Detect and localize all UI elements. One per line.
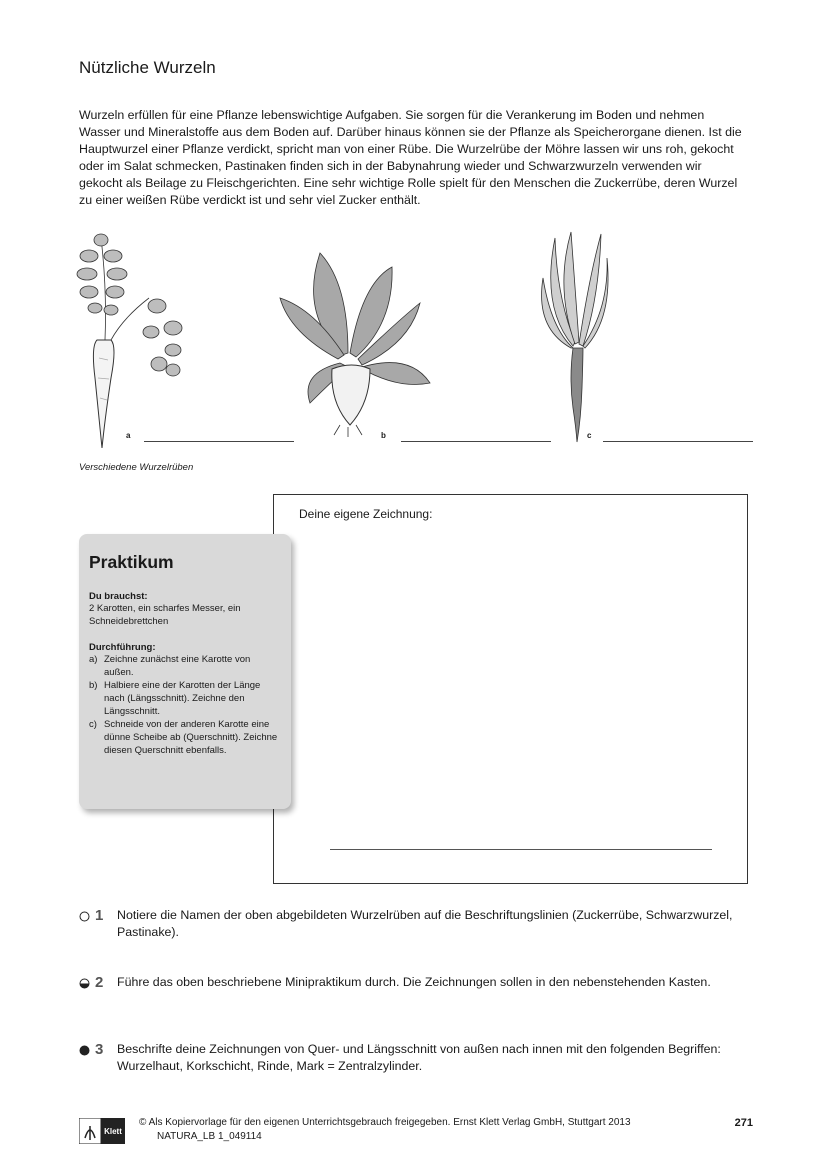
black-salsify-illustration	[535, 228, 615, 446]
procedure-step: a) Zeichne zunächst eine Karotte von außen.	[89, 654, 251, 678]
procedure-steps	[89, 653, 282, 757]
answer-line-a	[144, 441, 294, 442]
task-number: 3	[95, 1041, 104, 1058]
answer-line-b	[401, 441, 551, 442]
task-1	[79, 907, 747, 941]
empty-circle-icon	[79, 907, 95, 941]
task-3	[79, 1041, 747, 1075]
task-text: Beschrifte deine Zeichnungen von Quer- und Längsschnitt von außen nach innen mit den folgenden Begriffen: Wurzelhaut, Korkschicht, Rinde, Mark = Zentralzylinder.	[117, 1042, 721, 1073]
figure-caption: Verschiedene Wurzelrüben	[79, 462, 194, 473]
drawing-box-label: Deine eigene Zeichnung:	[299, 507, 433, 521]
filled-circle-icon	[79, 1041, 95, 1075]
intro-paragraph: Wurzeln erfüllen für eine Pflanze lebenswichtige Aufgaben. Sie sorgen für die Verankerung im Boden und nehmen Wasser und Mineralstoffe aus dem Boden auf. Darüber hinaus können sie der Pflanze als Speicherorgane dienen. Ist die Hauptwurzel einer Pflanze verdickt, spricht man von einer Rübe. Die Wurzelrübe der Möhre lassen wir uns roh, gekocht oder im Salat schmecken, Pastinaken finden sich in der Babynahrung wieder und Schwarzwurzeln verwenden wir gekocht als Beilage zu Fleischgerichten. Eine sehr wichtige Rolle spielt für den Menschen die Zuckerrübe, deren Wurzel zu einer weißen Rübe verdickt ist und sehr viel Zucker enthält.	[79, 108, 742, 207]
task-text: Führe das oben beschriebene Minipraktikum durch. Die Zeichnungen sollen in den nebenstehenden Kasten.	[117, 975, 711, 989]
task-text: Notiere die Namen der oben abgebildeten Wurzelrüben auf die Beschriftungslinien (Zuckerrübe, Schwarzwurzel, Pastinake).	[117, 908, 733, 939]
document-code: NATURA_LB 1_049114	[157, 1131, 262, 1142]
procedure-step: b) Halbiere eine der Karotten der Länge nach (Längsschnitt). Zeichne den Längsschnitt.	[89, 680, 261, 717]
parsnip-illustration	[75, 228, 200, 453]
task-number: 2	[95, 974, 104, 991]
svg-text:Klett: Klett	[104, 1127, 122, 1136]
drawing-box[interactable]	[273, 494, 748, 884]
need-heading: Du brauchst:	[89, 591, 148, 602]
footer	[79, 1116, 753, 1146]
praktikum-title: Praktikum	[89, 552, 174, 572]
plant-label-a: a	[126, 431, 131, 440]
plant-label-c: c	[587, 431, 592, 440]
answer-line-c	[603, 441, 753, 442]
procedure-heading: Durchführung:	[89, 642, 156, 653]
plant-label-b: b	[381, 431, 386, 440]
task-2	[79, 974, 747, 994]
task-number: 1	[95, 907, 104, 924]
klett-logo	[79, 1118, 125, 1144]
page-number: 271	[734, 1117, 753, 1129]
procedure-step: c) Schneide von der anderen Karotte eine dünne Scheibe ab (Querschnitt). Zeichne diesen Querschnitt ebenfalls.	[89, 719, 278, 756]
half-circle-icon	[79, 974, 95, 994]
praktikum-card	[79, 534, 291, 809]
copyright-text: © Als Kopiervorlage für den eigenen Unterrichtsgebrauch freigegeben. Ernst Klett Verlag GmbH, Stuttgart 2013	[139, 1117, 631, 1128]
need-text: 2 Karotten, ein scharfes Messer, ein Schneidebrettchen	[89, 603, 241, 627]
drawing-box-line	[330, 849, 712, 850]
sugar-beet-illustration	[270, 243, 435, 438]
page-title: Nützliche Wurzeln	[79, 58, 216, 77]
